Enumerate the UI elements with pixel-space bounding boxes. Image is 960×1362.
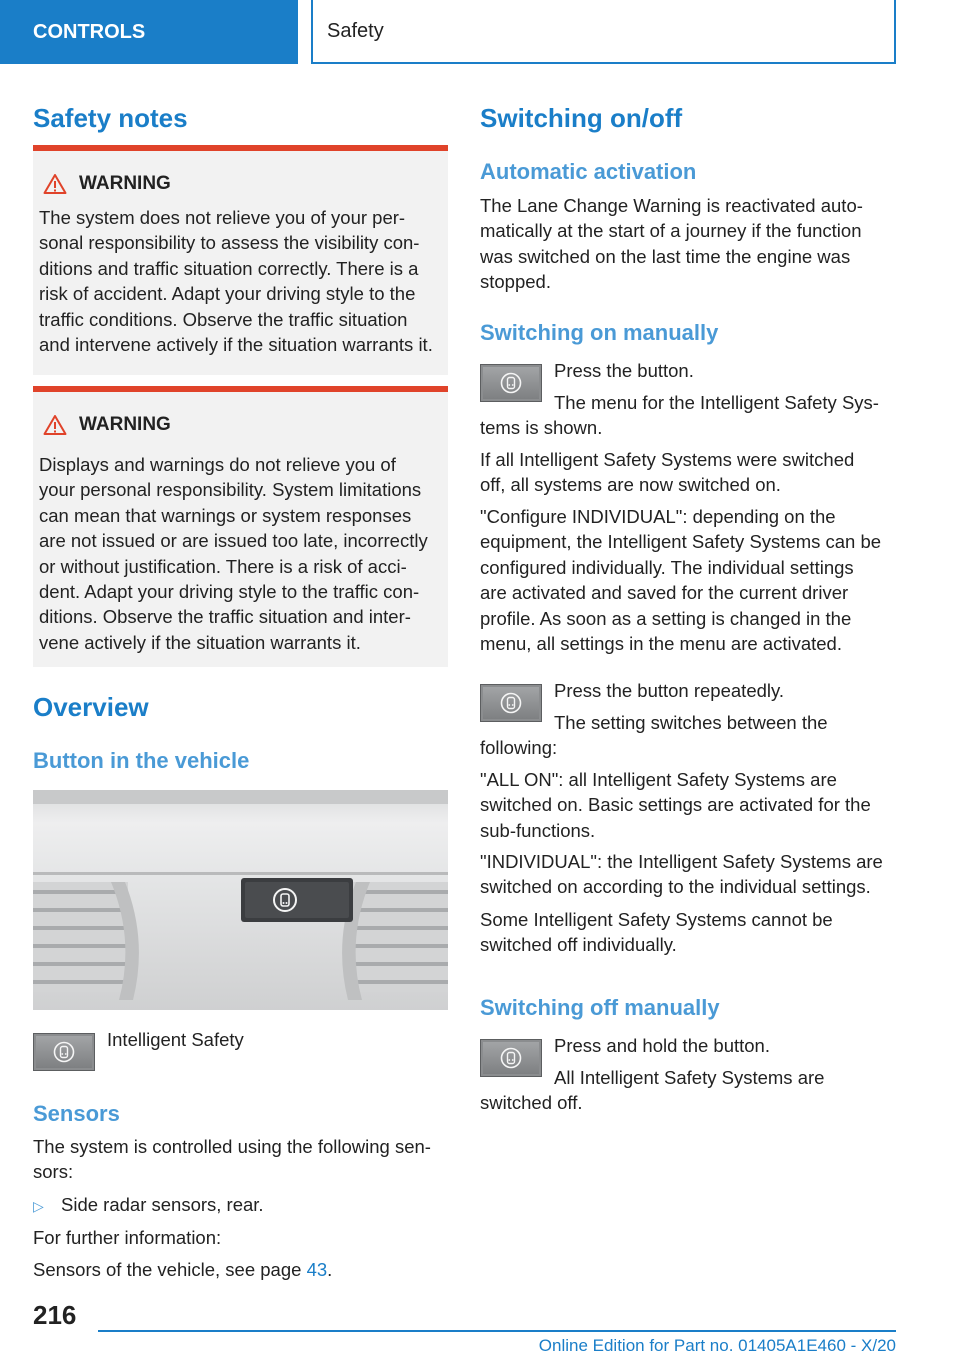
text-line: and intervene actively if the situation warrants it. xyxy=(39,334,433,356)
switching-on-manually-heading: Switching on manually xyxy=(480,320,719,345)
automatic-activation-heading: Automatic activation xyxy=(480,159,697,184)
text-line: If all Intelligent Safety Systems were switched xyxy=(480,449,855,470)
text-line: switched off individually. xyxy=(480,934,677,956)
bullet-triangle-icon: ▷ xyxy=(33,1198,44,1214)
text-line: your personal responsibility. System limitations xyxy=(39,479,422,501)
vehicle-button-photo xyxy=(33,790,448,1010)
warning-header xyxy=(43,414,171,436)
section-tab xyxy=(0,0,298,64)
section-label: CONTROLS xyxy=(33,20,146,43)
menu-shown-text-2: tems is shown. xyxy=(480,417,603,438)
warning-title: WARNING xyxy=(79,414,171,435)
if-all-text xyxy=(480,447,900,498)
text-line: menu, all settings in the menu are activated. xyxy=(480,633,842,655)
text-line: ditions. Observe the traffic situation and inter- xyxy=(39,606,411,628)
text-line: The system does not relieve you of your per- xyxy=(39,207,406,228)
text-line: "Configure INDIVIDUAL": depending on the xyxy=(480,506,836,527)
edition-text: Online Edition for Part no. 01405A1E460 - X/20 xyxy=(538,1336,896,1355)
text-line: configured individually. The individual settings xyxy=(480,556,854,578)
text-line: matically at the start of a journey if the function xyxy=(480,220,862,242)
page-43-link[interactable]: 43 xyxy=(306,1259,328,1280)
see-page-text xyxy=(33,1257,332,1282)
text-line: traffic conditions. Observe the traffic situation xyxy=(39,308,408,330)
warning-box-1 xyxy=(33,145,448,375)
press-hold-text: Press and hold the button. xyxy=(554,1035,770,1056)
warning-text xyxy=(39,205,444,357)
overview-heading: Overview xyxy=(33,692,149,722)
warning-triangle-icon xyxy=(43,173,67,195)
text-line: stopped. xyxy=(480,271,551,293)
all-off-text-1: All Intelligent Safety Systems are xyxy=(554,1067,825,1088)
text-line: can mean that warnings or system responses xyxy=(39,504,412,526)
text-line: sonal responsibility to assess the visibility con- xyxy=(39,232,420,254)
page-number: 216 xyxy=(33,1300,77,1330)
text-line: The system is controlled using the following sen- xyxy=(33,1136,431,1157)
configure-individual-text xyxy=(480,504,900,656)
menu-shown-text-1: The menu for the Intelligent Safety Sys- xyxy=(554,392,879,413)
switching-off-manually-heading: Switching off manually xyxy=(480,995,720,1020)
setting-switches-text-2: following: xyxy=(480,737,558,758)
automatic-activation-text xyxy=(480,193,900,295)
text-line: equipment, the Intelligent Safety Systems can be xyxy=(480,531,882,553)
text-line: switched on. Basic settings are activated for the xyxy=(480,794,871,816)
all-off-text-2: switched off. xyxy=(480,1092,583,1113)
warning-box-2 xyxy=(33,386,448,667)
text-line: The Lane Change Warning is reactivated auto- xyxy=(480,195,863,216)
text-line: vene actively if the situation warrants it. xyxy=(39,631,361,653)
sensors-heading: Sensors xyxy=(33,1101,120,1126)
all-on-text xyxy=(480,767,900,843)
safety-notes-heading: Safety notes xyxy=(33,103,188,133)
intelligent-safety-button-icon xyxy=(33,1033,95,1071)
warning-header xyxy=(43,173,171,195)
text-line: sub-functions. xyxy=(480,819,596,841)
text-line: sors: xyxy=(33,1161,74,1183)
button-in-vehicle-heading: Button in the vehicle xyxy=(33,748,250,773)
text-line: are activated and saved for the current driver xyxy=(480,582,849,604)
sensor-item-label: Side radar sensors, rear. xyxy=(61,1194,264,1215)
switching-heading: Switching on/off xyxy=(480,103,683,133)
text-line: Some Intelligent Safety Systems cannot be xyxy=(480,909,833,930)
intelligent-safety-button-icon xyxy=(480,684,542,722)
text-line: "INDIVIDUAL": the Intelligent Safety Systems are xyxy=(480,851,883,872)
text-line: or without justification. There is a risk of acci- xyxy=(39,555,407,577)
topic-header xyxy=(311,0,896,64)
topic-label: Safety xyxy=(327,19,384,42)
press-button-text: Press the button. xyxy=(554,360,694,381)
see-page-label: Sensors of the vehicle, see page xyxy=(33,1259,307,1280)
intelligent-safety-button-icon xyxy=(480,1039,542,1077)
sensors-text xyxy=(33,1134,453,1185)
text-line: switched on according to the individual settings. xyxy=(480,876,871,898)
warning-text xyxy=(39,452,444,655)
button-caption: Intelligent Safety xyxy=(107,1029,244,1050)
see-page-end: . xyxy=(327,1259,333,1280)
text-line: "ALL ON": all Intelligent Safety Systems are xyxy=(480,769,837,790)
text-line: profile. As soon as a setting is changed in the xyxy=(480,607,852,629)
warning-title: WARNING xyxy=(79,173,171,194)
sensor-list-item xyxy=(33,1192,264,1219)
further-info-text: For further information: xyxy=(33,1227,222,1248)
text-line: dent. Adapt your driving style to the traffic con- xyxy=(39,581,420,603)
text-line: ditions and traffic situation correctly. There is a xyxy=(39,257,419,279)
press-repeat-text: Press the button repeatedly. xyxy=(554,680,785,701)
individual-text xyxy=(480,849,900,900)
intelligent-safety-button-icon xyxy=(480,364,542,402)
text-line: Displays and warnings do not relieve you of xyxy=(39,454,396,475)
warning-triangle-icon xyxy=(43,414,67,436)
setting-switches-text-1: The setting switches between the xyxy=(554,712,828,733)
footer-divider xyxy=(98,1330,896,1332)
text-line: was switched on the last time the engine was xyxy=(480,245,851,267)
text-line: off, all systems are now switched on. xyxy=(480,474,781,496)
text-line: are not issued or are issued too late, incorrectly xyxy=(39,530,428,552)
some-systems-text xyxy=(480,907,900,958)
text-line: risk of accident. Adapt your driving style to the xyxy=(39,283,416,305)
